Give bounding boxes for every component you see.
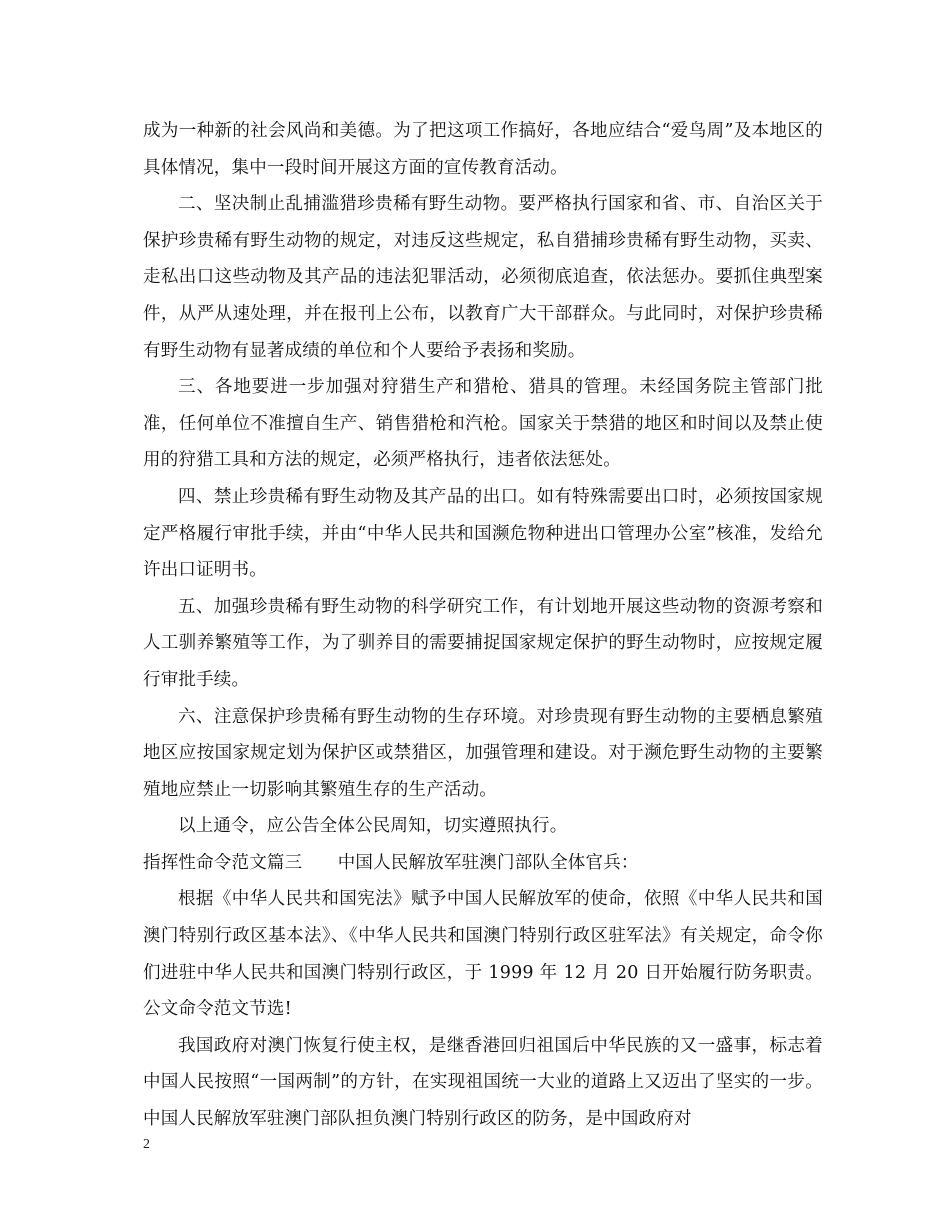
paragraph-6: 六、注意保护珍贵稀有野生动物的生存环境。对珍贵现有野生动物的主要栖息繁殖地区应按国家规定划为保护区或禁猎区，加强管理和建设。对于濒危野生动物的主要繁殖地应禁止一切影响其繁殖生存的生产活动。 [143, 706, 823, 800]
paragraph-3: 三、各地要进一步加强对狩猎生产和猎枪、猎具的管理。未经国务院主管部门批准，任何单位不准擅自生产、销售猎枪和汽枪。国家关于禁猎的地区和时间以及禁止使用的狩猎工具和方法的规定，必须严格执行，违者依法惩处。 [143, 377, 823, 471]
paragraph-9: 根据《中华人民共和国宪法》赋予中国人民解放军的使命，依照《中华人民共和国澳门特别行政区基本法》、《中华人民共和国澳门特别行政区驻军法》有关规定，命令你们进驻中华人民共和国澳门特别行政区，于 1999 年 12 月 20 日开始履行防务职责。公文命令范文节选! [143, 889, 823, 1020]
paragraph-5: 五、加强珍贵稀有野生动物的科学研究工作，有计划地开展这些动物的资源考察和人工驯养繁殖等工作，为了驯养目的需要捕捉国家规定保护的野生动物时，应按规定履行审批手续。 [143, 596, 823, 690]
paragraph-4: 四、禁止珍贵稀有野生动物及其产品的出口。如有特殊需要出口时，必须按国家规定严格履行审批手续，并由“中华人民共和国濒危物种进出口管理办公室”核准，发给允许出口证明书。 [143, 486, 823, 581]
document-body [143, 113, 823, 1138]
paragraph-1: 成为一种新的社会风尚和美德。为了把这项工作搞好，各地应结合“爱鸟周”及本地区的具体情况，集中一段时间开展这方面的宣传教育活动。 [143, 121, 823, 178]
paragraph-2: 二、坚决制止乱捕滥猎珍贵稀有野生动物。要严格执行国家和省、市、自治区关于保护珍贵稀有野生动物的规定，对违反这些规定，私自猎捕珍贵稀有野生动物，买卖、走私出口这些动物及其产品的违法犯罪活动，必须彻底追查，依法惩办。要抓住典型案件，从严从速处理，并在报刊上公布，以教育广大干部群众。与此同时，对保护珍贵稀有野生动物有显著成绩的单位和个人要给予表扬和奖励。 [143, 194, 823, 361]
paragraph-7: 以上通令，应公告全体公民周知，切实遵照执行。 [178, 816, 568, 837]
paragraph-10: 我国政府对澳门恢复行使主权，是继香港回归祖国后中华民族的又一盛事，标志着中国人民按照“一国两制”的方针，在实现祖国统一大业的道路上又迈出了坚实的一步。中国人民解放军驻澳门部队担负澳门特别行政区的防务，是中国政府对 [143, 1035, 823, 1130]
section-heading: 指挥性命令范文篇三 中国人民解放军驻澳门部队全体官兵： [143, 852, 639, 873]
page-number: 2 [143, 1137, 150, 1152]
